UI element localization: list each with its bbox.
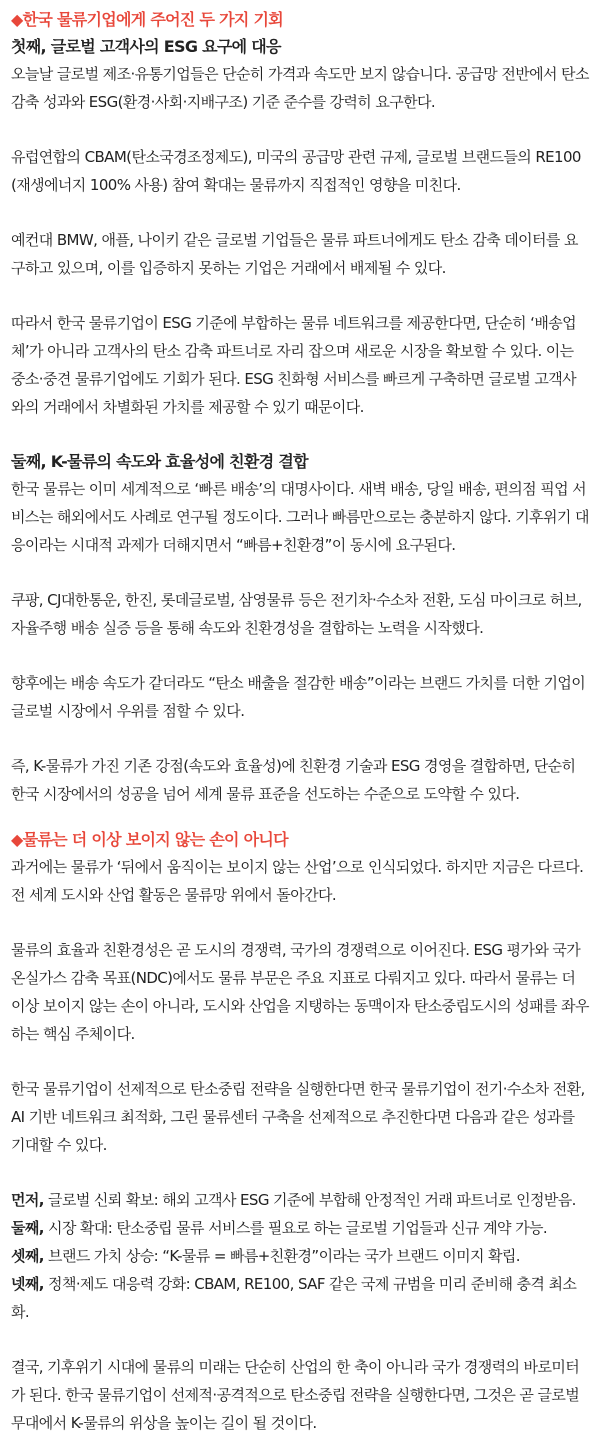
outcome-item: [11, 1270, 589, 1326]
section-heading-opportunities: ◆한국 물류기업에게 주어진 두 가지 기회: [11, 10, 284, 29]
outcome-lead: 먼저,: [11, 1191, 44, 1209]
outcome-lead: 넷째,: [11, 1275, 44, 1293]
section-heading-invisible-hand: ◆물류는 더 이상 보이지 않는 손이 아니다: [11, 830, 288, 849]
paragraph: 한국 물류기업이 선제적으로 탄소중립 전략을 실행한다면 한국 물류기업이 전기·수소차 전환, AI 기반 네트워크 최적화, 그린 물류센터 구축을 선제적으로 추진한다면 다음과 같은 성과를 기대할 수 있다.: [11, 1080, 585, 1154]
outcome-item: [11, 1214, 589, 1242]
paragraph: 물류의 효율과 친환경성은 곧 도시의 경쟁력, 국가의 경쟁력으로 이어진다. ESG 평가와 국가 온실가스 감축 목표(NDC)에서도 물류 부문은 주요 지표로 다뤄지고 있다. 따라서 물류는 더 이상 보이지 않는 손이 아니라, 도시와 산업을 지탱하는 동맥이자 탄소중립도시의 성패를 좌우하는 핵심 주체이다.: [11, 941, 589, 1043]
outcome-lead: 셋째,: [11, 1247, 44, 1265]
paragraph: 쿠팡, CJ대한통운, 한진, 롯데글로벌, 삼영물류 등은 전기차·수소차 전환, 도심 마이크로 허브, 자율주행 배송 실증 등을 통해 속도와 친환경성을 결합하는 노력을 시작했다.: [11, 591, 582, 637]
outcome-item: [11, 1186, 589, 1214]
paragraph: 오늘날 글로벌 제조·유통기업들은 단순히 가격과 속도만 보지 않습니다. 공급망 전반에서 탄소 감축 성과와 ESG(환경·사회·지배구조) 기준 준수를 강력히 요구한다.: [11, 65, 589, 111]
paragraph: 따라서 한국 물류기업이 ESG 기준에 부합하는 물류 네트워크를 제공한다면, 단순히 ‘배송업체’가 아니라 고객사의 탄소 감축 파트너로 자리 잡으며 새로운 시장을 확보할 수 있다. 이는 중소·중견 물류기업에도 기회가 된다. ESG 친화형 서비스를 빠르게 구축하면 글로벌 고객사와의 거래에서 차별화된 가치를 제공할 수 있기 때문이다.: [11, 314, 576, 416]
outcome-item: [11, 1242, 589, 1270]
sub-heading-esg: 첫째, 글로벌 고객사의 ESG 요구에 대응: [11, 37, 281, 56]
outcome-text: 브랜드 가치 상승: “K-물류 = 빠름+친환경”이라는 국가 브랜드 이미지 확립.: [43, 1247, 520, 1265]
paragraph: 즉, K-물류가 가진 기존 강점(속도와 효율성)에 친환경 기술과 ESG 경영을 결합하면, 단순히 한국 시장에서의 성공을 넘어 세계 물류 표준을 선도하는 수준으로 도약할 수 있다.: [11, 757, 576, 803]
outcome-text: 글로벌 신뢰 확보: 해외 고객사 ESG 기준에 부합해 안정적인 거래 파트너로 인정받음.: [43, 1191, 576, 1209]
sub-heading-k-logistics: 둘째, K-물류의 속도와 효율성에 친환경 결합: [11, 452, 308, 471]
outcome-lead: 둘째,: [11, 1219, 44, 1237]
paragraph: 과거에는 물류가 ‘뒤에서 움직이는 보이지 않는 산업’으로 인식되었다. 하지만 지금은 다르다. 전 세계 도시와 산업 활동은 물류망 위에서 돌아간다.: [11, 858, 584, 904]
outcome-text: 정책·제도 대응력 강화: CBAM, RE100, SAF 같은 국제 규범을 미리 준비해 충격 최소화.: [11, 1275, 577, 1321]
conclusion-paragraph: 결국, 기후위기 시대에 물류의 미래는 단순히 산업의 한 축이 아니라 국가 경쟁력의 바로미터가 된다. 한국 물류기업이 선제적·공격적으로 탄소중립 전략을 실행한다면, 그것은 곧 글로벌 무대에서 K-물류의 위상을 높이는 길이 될 것이다.: [11, 1358, 580, 1432]
paragraph: 향후에는 배송 속도가 같더라도 “탄소 배출을 절감한 배송”이라는 브랜드 가치를 더한 기업이 글로벌 시장에서 우위를 점할 수 있다.: [11, 674, 586, 720]
outcome-text: 시장 확대: 탄소중립 물류 서비스를 필요로 하는 글로벌 기업들과 신규 계약 가능.: [43, 1219, 548, 1237]
paragraph: 유럽연합의 CBAM(탄소국경조정제도), 미국의 공급망 관련 규제, 글로벌 브랜드들의 RE100(재생에너지 100% 사용) 참여 확대는 물류까지 직접적인 영향을 미친다.: [11, 148, 581, 194]
paragraph: 예컨대 BMW, 애플, 나이키 같은 글로벌 기업들은 물류 파트너에게도 탄소 감축 데이터를 요구하고 있으며, 이를 입증하지 못하는 기업은 거래에서 배제될 수 있다.: [11, 231, 578, 277]
paragraph: 한국 물류는 이미 세계적으로 ‘빠른 배송’의 대명사이다. 새벽 배송, 당일 배송, 편의점 픽업 서비스는 해외에서도 사례로 연구될 정도이다. 그러나 빠름만으로는 충분하지 않다. 기후위기 대응이라는 시대적 과제가 더해지면서 “빠름+친환경”이 동시에 요구된다.: [11, 480, 589, 554]
